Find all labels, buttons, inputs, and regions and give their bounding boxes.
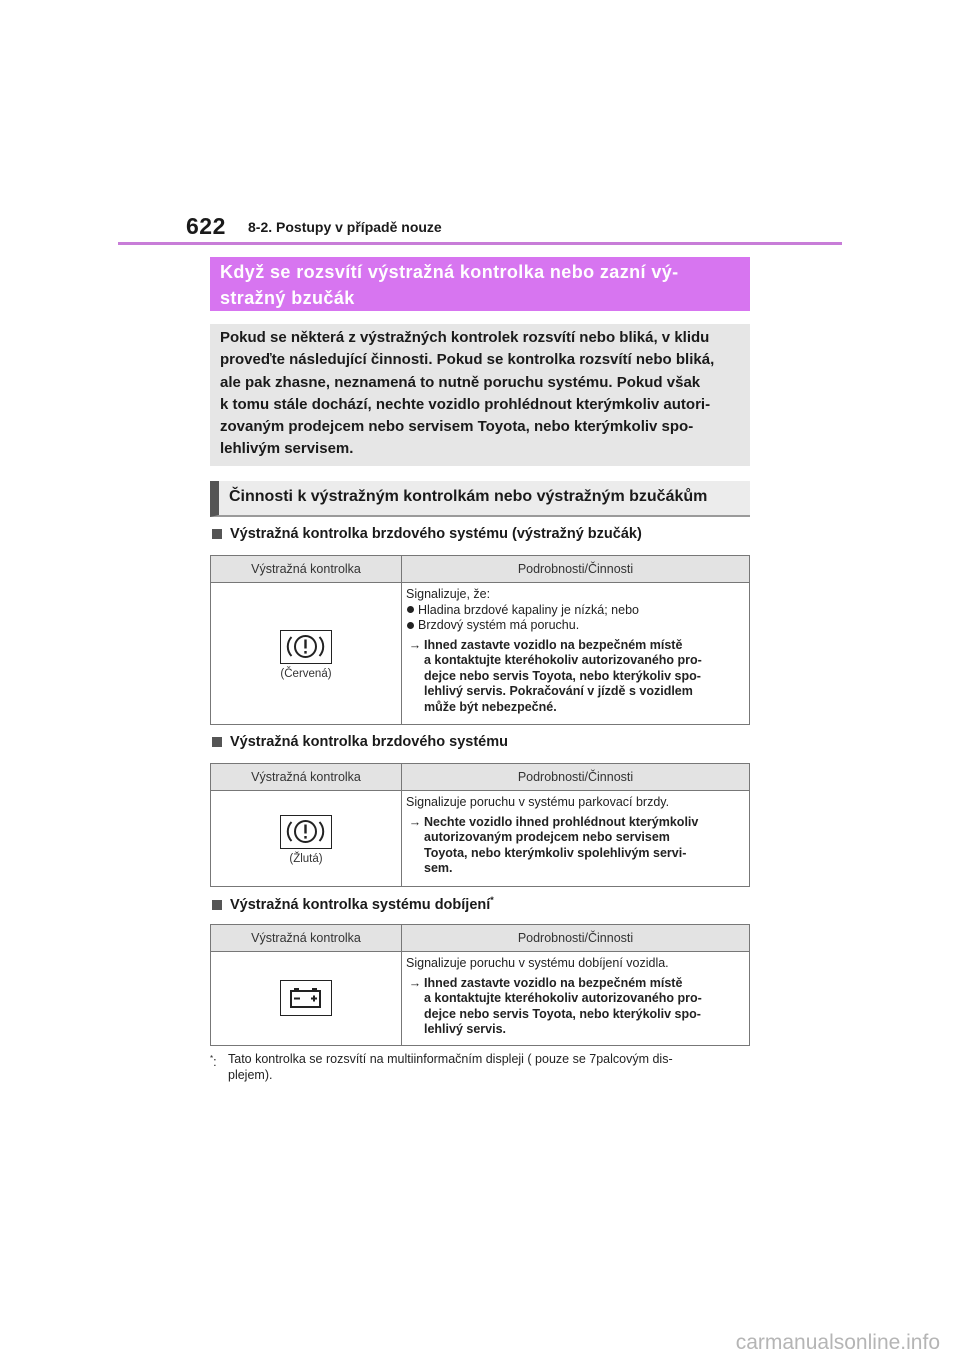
- table-header-details: Podrobnosti/Činnosti: [402, 925, 750, 952]
- action-line: a kontaktujte kteréhokoliv autorizovaného pro-: [424, 653, 702, 667]
- details-intro: Signalizuje, že:: [406, 587, 491, 601]
- footnote-colon: :: [213, 1055, 217, 1070]
- action-line: a kontaktujte kteréhokoliv autorizovaného pro-: [424, 991, 702, 1005]
- action-line: lehlivý servis. Pokračování v jízdě s vozidlem: [424, 684, 693, 698]
- details-intro: Signalizuje poruchu v systému parkovací brzdy.: [406, 795, 670, 809]
- action-line: sem.: [424, 861, 453, 875]
- table-header-light: Výstražná kontrolka: [211, 764, 402, 791]
- warning-table: [210, 555, 750, 725]
- action-line: může být nebezpečné.: [424, 699, 557, 714]
- intro-line: zovaným prodejcem nebo servisem Toyota, nebo kterýmkoliv spo-: [220, 418, 694, 436]
- bullet-dot-icon: [407, 622, 414, 629]
- page-number: 622: [186, 213, 226, 239]
- details-bullet: [406, 618, 745, 634]
- footnote-marker: *: [490, 895, 494, 905]
- arrow-right-icon: →: [408, 637, 422, 652]
- section-banner: [210, 257, 750, 311]
- bullet-text: Hladina brzdové kapaliny je nízká; nebo: [418, 602, 639, 617]
- item-heading-text: Výstražná kontrolka brzdového systému (výstražný bzučák): [230, 526, 642, 542]
- watermark: carmanualsonline.info: [735, 1331, 940, 1354]
- intro-line: Pokud se některá z výstražných kontrolek rozsvítí nebo bliká, v klidu: [220, 329, 710, 346]
- details-bullet: [406, 603, 745, 619]
- action-text: [424, 638, 702, 716]
- action-text: [424, 976, 702, 1038]
- action-line: dejce nebo servis Toyota, nebo kterýkoliv spo-: [424, 668, 701, 683]
- section-title: 8-2. Postupy v případě nouze: [248, 219, 442, 235]
- action-line: dejce nebo servis Toyota, nebo kterýkoliv spo-: [424, 1006, 701, 1021]
- subheading: Činnosti k výstražným kontrolkám nebo výstražným bzučákům: [210, 481, 750, 517]
- intro-line: ale pak zhasne, neznamená to nutně poruchu systému. Pokud však: [220, 373, 701, 391]
- item-heading-text: Výstražná kontrolka brzdového systému: [230, 734, 508, 750]
- intro-line: k tomu stále dochází, nechte vozidlo prohlédnout kterýmkoliv autori-: [220, 395, 711, 413]
- item-heading-text: Výstražná kontrolka systému dobíjení: [230, 896, 491, 913]
- action-line: Ihned zastavte vozidlo na bezpečném místě: [424, 637, 683, 652]
- arrow-right-icon: →: [408, 975, 422, 990]
- warning-table: [210, 924, 750, 1046]
- action-instruction: [406, 638, 745, 716]
- action-line: Toyota, nebo kterýmkoliv spolehlivým servi-: [424, 845, 687, 860]
- warning-table: [210, 763, 750, 887]
- icon-caption: (Červená): [280, 667, 332, 680]
- action-line: Nechte vozidlo ihned prohlédnout kterýmkoliv: [424, 814, 699, 829]
- details-cell: [402, 583, 750, 725]
- footnote-asterisk: *: [210, 1054, 214, 1063]
- action-instruction: [406, 815, 745, 877]
- action-line: lehlivý servis.: [424, 1022, 507, 1036]
- action-text: [424, 815, 698, 877]
- light-cell: [211, 583, 402, 725]
- action-line: autorizovaným prodejcem nebo servisem: [424, 830, 670, 844]
- table-header-light: Výstražná kontrolka: [211, 925, 402, 952]
- square-bullet-icon: [212, 737, 222, 747]
- details-cell: [402, 791, 750, 887]
- bullet-dot-icon: [407, 606, 414, 613]
- brake-warning-icon: [280, 630, 332, 664]
- light-cell: [211, 791, 402, 887]
- item-heading: [210, 895, 494, 913]
- table-header-details: Podrobnosti/Činnosti: [402, 556, 750, 583]
- item-heading: [210, 734, 508, 750]
- banner-line: Když se rozsvítí výstražná kontrolka nebo zazní vý-: [220, 262, 679, 282]
- intro-line: proveďte následující činnosti. Pokud se kontrolka rozsvítí nebo bliká,: [220, 351, 715, 369]
- action-line: Ihned zastavte vozidlo na bezpečném místě: [424, 975, 683, 990]
- battery-icon: [280, 980, 332, 1016]
- brake-warning-icon: [280, 815, 332, 849]
- footnote-marker: [210, 1051, 228, 1070]
- footnote: [210, 1051, 750, 1083]
- light-cell: [211, 952, 402, 1046]
- action-instruction: [406, 976, 745, 1038]
- footnote-line: Tato kontrolka se rozsvítí na multiinformačním displeji ( pouze se 7palcovým dis-: [228, 1052, 673, 1066]
- intro-box: [210, 324, 750, 466]
- icon-caption: (Žlutá): [289, 852, 323, 865]
- intro-line: lehlivým servisem.: [220, 440, 354, 458]
- arrow-right-icon: →: [408, 814, 422, 829]
- square-bullet-icon: [212, 900, 222, 910]
- details-intro: Signalizuje poruchu v systému dobíjení vozidla.: [406, 956, 669, 970]
- footnote-line: plejem).: [228, 1068, 273, 1082]
- table-header-light: Výstražná kontrolka: [211, 556, 402, 583]
- footnote-text: [228, 1051, 748, 1083]
- details-cell: [402, 952, 750, 1046]
- bullet-text: Brzdový systém má poruchu.: [418, 618, 580, 632]
- header-rule: [118, 242, 842, 245]
- item-heading: [210, 526, 642, 542]
- table-header-details: Podrobnosti/Činnosti: [402, 764, 750, 791]
- banner-line: stražný bzučák: [220, 288, 355, 308]
- square-bullet-icon: [212, 529, 222, 539]
